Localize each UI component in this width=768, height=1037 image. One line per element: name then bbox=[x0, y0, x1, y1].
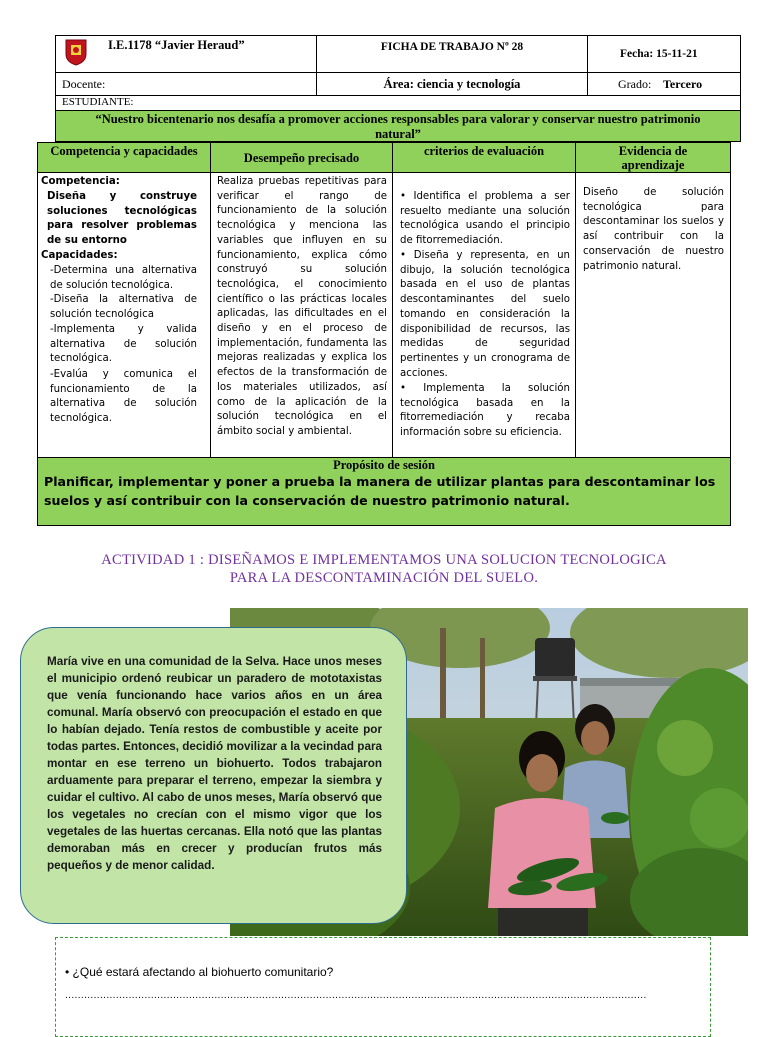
criterios-body bbox=[392, 172, 576, 458]
student-cell bbox=[55, 95, 741, 111]
area-label: Área: ciencia y tecnología bbox=[383, 77, 521, 91]
capacidades-label: Capacidades: bbox=[41, 250, 118, 261]
col-header-evidencia bbox=[575, 142, 731, 173]
school-logo bbox=[64, 38, 88, 66]
desempeno-text: Realiza pruebas repetitivas para verificar el rango de funcionamiento de la solución tecnológica y menciona las variables que influyen en su funcionamiento, explica cómo construyó su solución tecnológica, el conocimiento científico o las prácticas locales aplicadas, las dificultades en el diseño y en el proceso de implementación, fundamenta las mejoras realizadas y explica los efectos de la transformación de los materiales utilizados, así como de la aplicación de la solución tecnológica en el ámbito social y ambiental. bbox=[217, 176, 387, 437]
header-school-cell bbox=[55, 35, 317, 73]
story-box bbox=[20, 627, 407, 924]
criterio-1: • Identifica el problema a ser resuelto mediante una solución tecnológica usando el principio de fitorremediación. bbox=[400, 191, 570, 247]
motto-text: “Nuestro bicentenario nos desafía a promover acciones responsables para valorar y conservar nuestro patrimonio natural” bbox=[95, 112, 701, 141]
col-header-criterios-text: criterios de evaluación bbox=[423, 144, 545, 158]
proposito-box bbox=[37, 457, 731, 526]
capacidad-4: -Evalúa y comunica el funcionamiento de la alternativa de solución tecnológica. bbox=[50, 369, 197, 425]
evidencia-text: Diseño de solución tecnológica para descontaminar los suelos y así contribuir con la conservación de nuestro patrimonio natural. bbox=[583, 187, 724, 272]
criterio-2: • Diseña y representa, en un dibujo, la solución tecnológica basada en el uso de plantas descontaminantes del suelo tomando en consideración la disponibilidad de recursos, las medidas de seguridad pertinentes y un cronograma de acciones. bbox=[400, 250, 570, 379]
question-1: • ¿Qué estará afectando al biohuerto comunitario? bbox=[65, 965, 334, 979]
area-cell bbox=[316, 72, 588, 96]
desempeno-body bbox=[210, 172, 393, 458]
sheet-date: Fecha: 15-11-21 bbox=[620, 48, 698, 60]
answer-line-1[interactable]: ....................................................................................................................................................................................... bbox=[65, 990, 647, 1001]
school-name: I.E.1178 “Javier Heraud” bbox=[108, 38, 245, 52]
story-text: María vive en una comunidad de la Selva. Hace unos meses el municipio ordenó reubicar un paradero de mototaxistas que venía funcionando hace varios años en un área comunal. María observó con preocupación el estado en que lo habían dejado. Tenía restos de combustible y aceite por todas partes. Entonces, decidió movilizar a la vecindad para montar en ese terreno un biohuerto. Todos trabajaron arduamente para preparar el terreno, empezar la siembra y cuidar el cultivo. Al cabo de unos meses, María observó que los vegetales no crecían con el mismo vigor que los vegetales de las huertas cercanas. Ella notó que las plantas demoraban más en crecer y producían frutos más pequeños y de menor calidad. bbox=[47, 655, 382, 872]
col-header-desempeno bbox=[210, 142, 393, 173]
col-header-competencia-text: Competencia y capacidades bbox=[50, 144, 198, 158]
grade-value: Tercero bbox=[663, 77, 703, 91]
col-header-competencia bbox=[37, 142, 211, 173]
grade-cell bbox=[587, 72, 741, 96]
sheet-title: FICHA DE TRABAJO Nº 28 bbox=[380, 41, 524, 53]
capacidad-2: -Diseña la alternativa de solución tecnológica bbox=[50, 294, 197, 320]
col-header-evidencia-text: Evidencia de aprendizaje bbox=[618, 144, 688, 172]
activity-title-line1: ACTIVIDAD 1 : DISEÑAMOS E IMPLEMENTAMOS UNA SOLUCION TECNOLOGICA bbox=[101, 552, 667, 568]
header-date-cell bbox=[587, 35, 741, 73]
grade-label: Grado: bbox=[618, 77, 652, 91]
proposito-label: Propósito de sesión bbox=[333, 458, 435, 472]
competencia-label: Competencia: bbox=[41, 176, 120, 187]
competencia-text: Diseña y construye soluciones tecnológicas para resolver problemas de su entorno bbox=[47, 191, 197, 247]
student-label: ESTUDIANTE: bbox=[62, 96, 134, 108]
teacher-cell bbox=[55, 72, 317, 96]
col-header-desempeno-text: Desempeño precisado bbox=[243, 151, 360, 165]
header-title-cell bbox=[316, 35, 588, 73]
capacidad-3: -Implementa y valida alternativa de solución tecnológica. bbox=[50, 324, 197, 365]
criterio-3: • Implementa la solución tecnológica basada en la fitorremediación y recaba información sobre su eficiencia. bbox=[400, 383, 570, 439]
evidencia-body bbox=[575, 172, 731, 458]
questions-box bbox=[55, 937, 711, 1037]
competencia-body bbox=[37, 172, 211, 458]
col-header-criterios bbox=[392, 142, 576, 173]
activity-title-line2: PARA LA DESCONTAMINACIÓN DEL SUELO. bbox=[229, 570, 539, 586]
teacher-label: Docente: bbox=[62, 77, 106, 91]
proposito-text: Planificar, implementar y poner a prueba la manera de utilizar plantas para descontaminar los suelos y así contribuir con la conservación de nuestro patrimonio natural. bbox=[44, 474, 716, 508]
motto-banner bbox=[55, 110, 741, 142]
capacidad-1: -Determina una alternativa de solución tecnológica. bbox=[50, 265, 197, 291]
